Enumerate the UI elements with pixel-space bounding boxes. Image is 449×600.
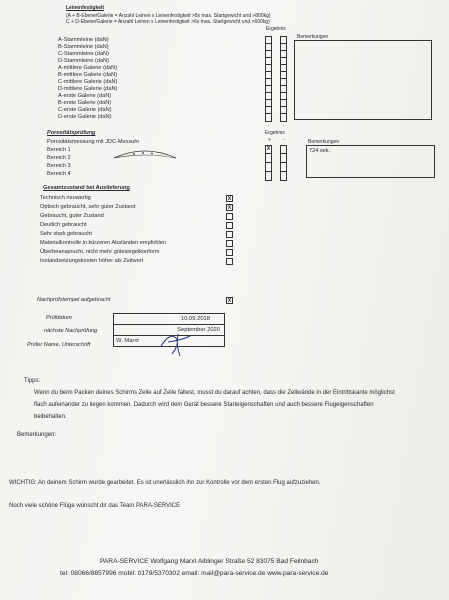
leinen-row: B-erste Galerie (daN) (58, 100, 112, 106)
porositaet-checkbox-mark: X (266, 146, 271, 152)
porositaet-title: Porositätsprüfung (47, 130, 96, 136)
leinen-row: A-erste Galerie (daN) (58, 93, 112, 99)
pruefdatum-value[interactable]: 10.09.2018 (114, 314, 225, 325)
pruefer-label: Prüfer Name, Unterschrift (27, 342, 91, 348)
zustand-row-label: Instandsetzungskosten höher als Zeitwert (40, 258, 144, 264)
leinen-row: B-mittlere Galerie (daN) (58, 72, 118, 78)
zustand-checkbox[interactable] (226, 231, 233, 238)
zustand-row-label: Deutlich gebraucht (40, 222, 87, 228)
zustand-checkbox[interactable] (226, 249, 233, 256)
stempel-checkbox[interactable]: X (227, 298, 232, 304)
wichtig-note: WICHTIG: An deinem Schirm wurde gearbeitet. Es ist unerlässlich ihn zur Kontrolle vor dem ersten Flug aufzuziehen. (9, 480, 321, 486)
pruefer-value[interactable]: W. Marxt (114, 336, 225, 347)
tipps-line: beibehalten. (34, 414, 67, 420)
porositaet-bemerkungen-box[interactable] (306, 145, 435, 178)
zustand-checkbox[interactable]: X (227, 196, 232, 202)
leinen-row: C-Stammleine (daN) (58, 51, 109, 57)
zustand-checkbox[interactable] (226, 222, 233, 229)
porositaet-row: Bereich 3 (47, 163, 71, 169)
porositaet-minus-column[interactable] (280, 145, 287, 181)
leinen-row: D-mittlere Galerie (daN) (58, 86, 118, 92)
porositaet-minus-label: - (283, 137, 285, 143)
pruefdatum-label: Prüfdatum (46, 315, 72, 321)
leinen-row: D-erste Galerie (daN) (58, 114, 112, 120)
gesamtzustand-title: Gesamtzustand bei Auslieferung (43, 185, 130, 191)
porositaet-plus-label: + (268, 137, 271, 143)
stempel-label: Nachprüfstempel aufgebracht (37, 297, 111, 303)
leinen-row: D-Stammleine (daN) (58, 58, 109, 64)
porositaet-bemerkungen-value: 724 sek. (309, 148, 331, 154)
signature-icon (156, 328, 196, 358)
porositaet-row: Bereich 4 (47, 171, 71, 177)
naechste-pruefung-label: nächste Nachprüfung (44, 328, 98, 334)
leinen-row: C-mittlere Galerie (daN) (58, 79, 118, 85)
porositaet-ergebnis-label: Ergebnis (265, 130, 285, 136)
porositaet-row: Bereich 1 (47, 147, 71, 153)
leinen-ergebnis-label: Ergebnis (266, 26, 286, 32)
porositaet-row: Bereich 2 (47, 155, 71, 161)
zustand-row-label: Materialkontrolle in kürzeren Abständen empfohlen (40, 240, 166, 246)
leinen-title: Leinenfestigkeit (66, 5, 105, 11)
zustand-row-label: Sehr stark gebraucht (40, 231, 92, 237)
zustand-row-label: Gebraucht, guter Zustand (40, 213, 104, 219)
leinen-row: A-Stammleine (daN) (58, 37, 109, 43)
tipps-line: Wenn du beim Packen deines Schirms Zelle auf Zelle faltest, musst du darauf achten, dass die Zellwände in der Eintrittskante möglichst (34, 390, 395, 396)
gruss-text: Noch viele schöne Flüge wünscht dir das Team PARA-SERVICE (9, 503, 181, 509)
leinen-bemerkungen-box[interactable] (294, 40, 432, 120)
tipps-line: flach aufeinander zu liegen kommen. Dadurch wird dein Gerät bessere Starteigenschaften und auch bessere Flugeigenschaften (34, 402, 374, 408)
tipps-label: Tipps: (24, 378, 41, 384)
leinen-bemerkungen-label: Bemerkungen (297, 34, 329, 40)
footer-address: PARA-SERVICE Wolfgang Marxt Aiblinger Straße 52 83075 Bad Feilnbach (100, 558, 319, 565)
zustand-checkbox[interactable] (226, 213, 233, 220)
leinen-grid-lines (265, 36, 287, 122)
naechste-pruefung-value[interactable]: September 2020 (114, 325, 225, 336)
zustand-row-label: Technisch neuwertig (40, 195, 91, 201)
zustand-row-label: Optisch gebraucht, sehr guter Zustand (40, 204, 136, 210)
zustand-checkbox[interactable]: X (227, 205, 232, 211)
zustand-row-label: Überbeansprucht, nicht mehr gütesiegelkonform (40, 249, 160, 255)
bemerkungen-label: Bemerkungen: (17, 432, 57, 438)
zustand-checkbox[interactable] (226, 240, 233, 247)
footer-contact: tel: 08066/8857996 mobil: 0179/5370302 email: mail@para-service.de www.para-service.de (60, 570, 329, 577)
porositaet-subtitle: Porositätsmessung mit JDC-Messuhr (47, 139, 140, 145)
leinen-rule-2: C + D-Ebene/Galerie = Anzahl Leinen x Leinenfestigkeit >6x max. Startgewicht und >600kg) (66, 19, 270, 25)
porositaet-bemerkungen-label: Bemerkungen (308, 139, 340, 145)
leinen-row: B-Stammleine (daN) (58, 44, 109, 50)
leinen-row: C-erste Galerie (daN) (58, 107, 112, 113)
glider-sketch-icon (112, 146, 178, 162)
zustand-checkbox[interactable] (226, 258, 233, 265)
leinen-rule-1: (A + B-Ebene/Galerie = Anzahl Leinen x Leinenfestigkeit >8x max. Startgewicht und >800kg) (66, 13, 271, 19)
leinen-row: A-mittlere Galerie (daN) (58, 65, 118, 71)
